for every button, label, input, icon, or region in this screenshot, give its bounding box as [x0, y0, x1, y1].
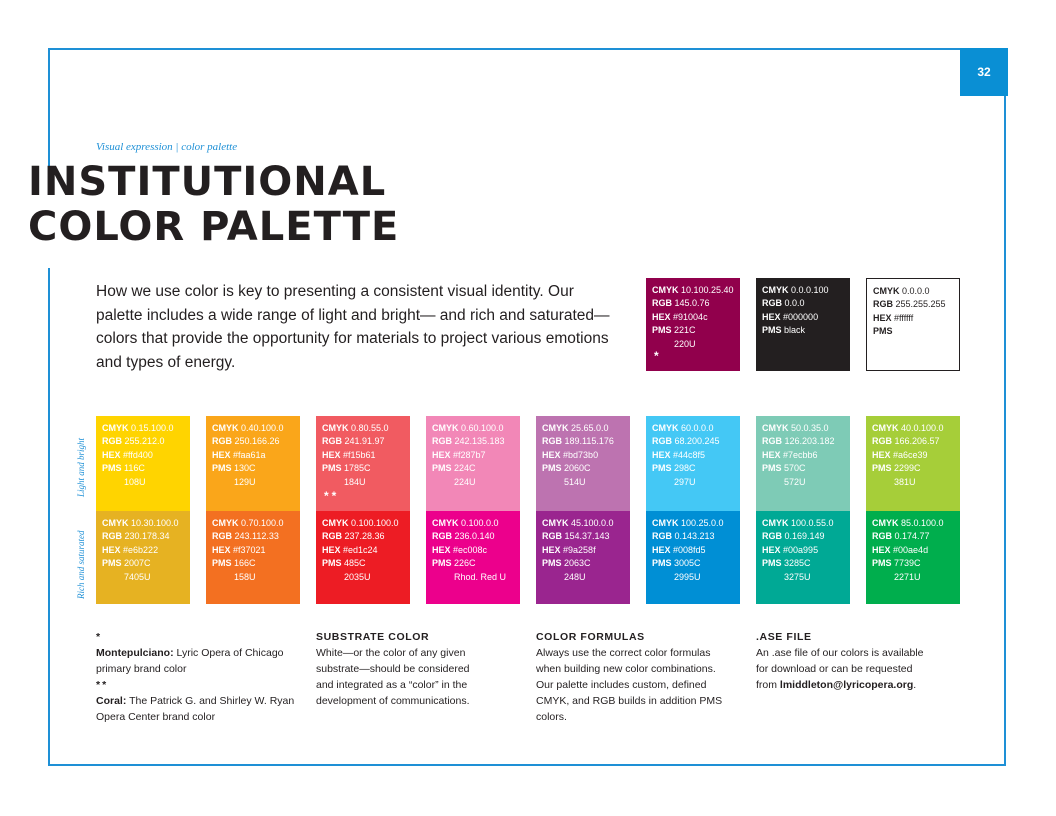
swatch-pms-label: PMS [102, 463, 122, 474]
intro-paragraph: How we use color is key to presenting a consistent visual identity. Our palette includes a wide range of light and bright— and rich and saturated—colors that provide the opportunity for materials to project various emotions and types of energy. [96, 283, 610, 371]
light-swatch [866, 416, 960, 511]
ase-end: . [913, 679, 917, 691]
swatch-cmyk-line [432, 422, 520, 435]
swatch-cmyk-line [212, 422, 300, 435]
page-number: 32 [960, 48, 1008, 96]
swatch-hex-label: HEX [322, 449, 341, 460]
swatch-cmyk-line [652, 517, 740, 530]
swatch-rgb-value: 0.143.213 [674, 531, 715, 542]
swatch-pms-label: PMS [652, 325, 672, 336]
swatch-rgb-value: 255.212.0 [124, 436, 165, 447]
swatch-pms-uncoated: 2271U [894, 571, 921, 582]
swatch-pms-line [872, 462, 960, 475]
swatch-rgb-value: 236.0.140 [454, 531, 495, 542]
swatch-cmyk-line [652, 284, 740, 297]
swatch-rgb-value: 243.112.33 [234, 531, 279, 542]
swatch-pms-line [762, 557, 850, 570]
ase-body [756, 645, 926, 693]
swatch-hex-line [542, 544, 630, 557]
swatch-rgb-line [322, 530, 410, 543]
swatch-hex-value: #bd73b0 [563, 449, 599, 460]
note-coral [96, 693, 301, 725]
swatch-rgb-label: RGB [102, 531, 122, 542]
rich-swatch [756, 511, 850, 604]
swatch-hex-value: #ffffff [894, 312, 914, 323]
swatch-pms-uncoated: 297U [674, 476, 696, 487]
swatch-rgb-line [102, 435, 190, 448]
swatch-cmyk-label: CMYK [212, 423, 239, 433]
swatch-hex-value: #00a995 [783, 544, 819, 555]
swatch-hex-line [212, 544, 300, 557]
note-mark-2: ** [96, 679, 109, 691]
swatch-hex-label: HEX [432, 449, 451, 460]
swatch-pms-value: 7739C [894, 558, 921, 569]
rich-swatch [316, 511, 410, 604]
swatch-cmyk-value: 100.25.0.0 [681, 518, 724, 528]
swatch-cmyk-label: CMYK [873, 286, 900, 296]
rich-swatch [536, 511, 630, 604]
light-swatch [96, 416, 190, 511]
swatch-hex-value: #ffd400 [123, 449, 153, 460]
swatch-pms-value: 130C [234, 463, 256, 474]
swatch-pms-uncoated: 184U [344, 476, 366, 487]
swatch-pms-value: 2299C [894, 463, 921, 474]
swatch-cmyk-label: CMYK [542, 518, 569, 528]
swatch-pms-label: PMS [212, 463, 232, 474]
note-montepulciano [96, 645, 301, 677]
swatch-cmyk-label: CMYK [872, 423, 899, 433]
swatch-cmyk-label: CMYK [322, 423, 349, 433]
swatch-pms-value: 2007C [124, 558, 151, 569]
swatch-pms-line [762, 324, 850, 337]
row-label-rich: Rich and saturated [76, 530, 86, 599]
swatch-hex-value: #faa61a [233, 449, 266, 460]
swatch-cmyk-label: CMYK [652, 518, 679, 528]
note-desc-2: The Patrick G. and Shirley W. Ryan Opera Center brand color [96, 695, 295, 723]
swatch-pms-line [322, 462, 410, 475]
swatch-cmyk-line [652, 422, 740, 435]
swatch-pms-uncoated: Rhod. Red U [454, 571, 507, 582]
swatch-cmyk-label: CMYK [212, 518, 239, 528]
swatch-pms-uncoated: 514U [564, 476, 586, 487]
swatch-hex-label: HEX [762, 311, 781, 322]
rich-swatch [866, 511, 960, 604]
swatch-cmyk-line [432, 517, 520, 530]
swatch-mark: * [654, 349, 662, 363]
swatch-cmyk-line [322, 517, 410, 530]
rich-swatch [206, 511, 300, 604]
swatch-pms-label: PMS [322, 463, 342, 474]
swatch-pms-line [652, 324, 740, 337]
brand-notes [96, 629, 301, 725]
swatch-cmyk-line [102, 422, 190, 435]
swatch-pms-uncoated: 220U [674, 338, 696, 349]
swatch-cmyk-label: CMYK [652, 423, 679, 433]
swatch-hex-line [432, 449, 520, 462]
swatch-pms-value: black [784, 325, 806, 336]
swatch-cmyk-value: 10.100.25.40 [681, 285, 734, 295]
swatch-rgb-label: RGB [652, 436, 672, 447]
swatch-pms-value: 221C [674, 325, 696, 336]
swatch-pms-line [762, 462, 850, 475]
swatch-cmyk-value: 85.0.100.0 [901, 518, 944, 528]
swatch-pms-label: PMS [762, 558, 782, 569]
primary-swatch [756, 278, 850, 371]
light-swatch [646, 416, 740, 511]
swatch-hex-label: HEX [102, 544, 121, 555]
ase-email-link[interactable]: lmiddleton@lyricopera.org [779, 679, 914, 691]
swatch-hex-value: #f15b61 [343, 449, 376, 460]
swatch-cmyk-line [322, 422, 410, 435]
swatch-hex-value: #44c8f5 [673, 449, 706, 460]
swatch-hex-value: #ed1c24 [343, 544, 378, 555]
swatch-pms-value: 570C [784, 463, 806, 474]
swatch-cmyk-line [212, 517, 300, 530]
swatch-pms-line [542, 462, 630, 475]
swatch-hex-label: HEX [212, 449, 231, 460]
swatch-rgb-value: 230.178.34 [124, 531, 170, 542]
swatch-hex-label: HEX [432, 544, 451, 555]
swatch-cmyk-line [762, 284, 850, 297]
swatch-rgb-label: RGB [212, 436, 232, 447]
swatch-rgb-value: 0.0.0 [784, 298, 805, 309]
swatch-rgb-line [652, 435, 740, 448]
swatch-rgb-label: RGB [872, 531, 892, 542]
swatch-hex-value: #e6b222 [123, 544, 159, 555]
swatch-cmyk-label: CMYK [762, 423, 789, 433]
swatch-rgb-value: 0.169.149 [784, 531, 825, 542]
rich-swatch [426, 511, 520, 604]
swatch-hex-line [762, 449, 850, 462]
swatch-hex-line [102, 544, 190, 557]
light-swatch [756, 416, 850, 511]
swatch-pms-uncoated: 572U [784, 476, 806, 487]
swatch-hex-line [542, 449, 630, 462]
swatch-pms-label: PMS [212, 558, 232, 569]
swatch-pms-value: 485C [344, 558, 366, 569]
swatch-rgb-label: RGB [322, 531, 342, 542]
title-line-1: INSTITUTIONAL [28, 159, 387, 205]
swatch-pms-value: 166C [234, 558, 256, 569]
primary-swatch [866, 278, 960, 371]
swatch-pms-label: PMS [102, 558, 122, 569]
swatch-hex-value: #7ecbb6 [783, 449, 818, 460]
swatch-rgb-value: 154.37.143 [564, 531, 610, 542]
swatch-pms-uncoated: 7405U [124, 571, 151, 582]
rich-swatch [646, 511, 740, 604]
swatch-hex-label: HEX [762, 449, 781, 460]
swatch-rgb-value: 68.200.245 [674, 436, 720, 447]
swatch-rgb-line [652, 530, 740, 543]
swatch-rgb-value: 126.203.182 [784, 436, 835, 447]
swatch-rgb-line [873, 298, 959, 311]
swatch-pms-label: PMS [872, 558, 892, 569]
swatch-pms-label: PMS [873, 326, 893, 337]
swatch-cmyk-label: CMYK [102, 518, 129, 528]
swatch-rgb-line [762, 297, 850, 310]
swatch-hex-label: HEX [212, 544, 231, 555]
swatch-cmyk-label: CMYK [762, 285, 789, 295]
swatch-pms-uncoated: 2995U [674, 571, 701, 582]
swatch-pms-uncoated: 158U [234, 571, 256, 582]
swatch-hex-line [322, 449, 410, 462]
swatch-rgb-label: RGB [652, 531, 672, 542]
swatch-rgb-line [872, 435, 960, 448]
swatch-hex-value: #ec008c [453, 544, 488, 555]
swatch-hex-line [432, 544, 520, 557]
swatch-pms-line [652, 557, 740, 570]
swatch-rgb-label: RGB [102, 436, 122, 447]
swatch-pms-uncoated: 224U [454, 476, 476, 487]
swatch-hex-value: #f37021 [233, 544, 266, 555]
swatch-pms-value: 3005C [674, 558, 701, 569]
light-swatch [426, 416, 520, 511]
swatch-cmyk-value: 40.0.100.0 [901, 423, 944, 433]
swatch-pms-value: 2063C [564, 558, 591, 569]
swatch-pms-value: 226C [454, 558, 476, 569]
swatch-hex-label: HEX [873, 312, 892, 323]
swatch-pms-line [322, 557, 410, 570]
swatch-pms-line [872, 557, 960, 570]
light-swatch [316, 416, 410, 511]
title-line-2: COLOR PALETTE [28, 204, 400, 250]
swatch-pms-value: 298C [674, 463, 696, 474]
swatch-rgb-label: RGB [432, 531, 452, 542]
swatch-hex-value: #a6ce39 [893, 449, 928, 460]
swatch-rgb-line [542, 530, 630, 543]
swatch-pms-label: PMS [872, 463, 892, 474]
swatch-pms-uncoated: 129U [234, 476, 256, 487]
light-swatch [536, 416, 630, 511]
swatch-pms-label: PMS [432, 558, 452, 569]
swatch-rgb-value: 250.166.26 [234, 436, 280, 447]
swatch-rgb-line [652, 297, 740, 310]
swatch-pms-value: 224C [454, 463, 476, 474]
swatch-hex-value: #9a258f [563, 544, 596, 555]
swatch-hex-label: HEX [542, 449, 561, 460]
primary-swatch [646, 278, 740, 371]
swatch-cmyk-value: 25.65.0.0 [571, 423, 609, 433]
formulas-note [536, 629, 734, 725]
swatch-cmyk-line [542, 422, 630, 435]
swatch-cmyk-line [762, 422, 850, 435]
swatch-pms-label: PMS [542, 558, 562, 569]
swatch-rgb-line [432, 435, 520, 448]
swatch-rgb-value: 0.174.77 [894, 531, 930, 542]
swatch-pms-value: 2060C [564, 463, 591, 474]
swatch-hex-line [762, 544, 850, 557]
formulas-heading: COLOR FORMULAS [536, 631, 645, 643]
swatch-rgb-line [322, 435, 410, 448]
swatch-cmyk-label: CMYK [652, 285, 679, 295]
note-name-1: Montepulciano: [96, 647, 174, 659]
swatch-rgb-label: RGB [873, 299, 893, 310]
swatch-hex-line [322, 544, 410, 557]
swatch-cmyk-value: 0.0.0.0 [902, 286, 930, 296]
swatch-cmyk-value: 0.60.100.0 [461, 423, 504, 433]
swatch-pms-uncoated: 3275U [784, 571, 811, 582]
swatch-cmyk-label: CMYK [542, 423, 569, 433]
swatch-hex-label: HEX [872, 449, 891, 460]
note-mark-1: * [96, 631, 101, 643]
ase-heading: .ASE FILE [756, 631, 812, 643]
swatch-cmyk-value: 60.0.0.0 [681, 423, 714, 433]
swatch-cmyk-label: CMYK [432, 423, 459, 433]
swatch-hex-line [652, 449, 740, 462]
swatch-cmyk-value: 50.0.35.0 [791, 423, 829, 433]
swatch-cmyk-line [102, 517, 190, 530]
swatch-pms-line [432, 462, 520, 475]
swatch-hex-line [873, 312, 959, 325]
swatch-rgb-line [542, 435, 630, 448]
swatch-pms-value: 1785C [344, 463, 371, 474]
formulas-body: Always use the correct color formulas when building new color combinations. Our palette includes custom, defined CMYK, and RGB builds in addition PMS colors. [536, 647, 723, 723]
ase-text: An .ase file of our colors is available for download or can be requested from [756, 647, 924, 691]
light-swatch [206, 416, 300, 511]
swatch-hex-line [762, 311, 850, 324]
swatch-hex-line [212, 449, 300, 462]
swatch-cmyk-label: CMYK [762, 518, 789, 528]
swatch-rgb-line [762, 530, 850, 543]
swatch-hex-label: HEX [102, 449, 121, 460]
swatch-rgb-value: 241.91.97 [344, 436, 385, 447]
swatch-pms-line [652, 462, 740, 475]
swatch-pms-label: PMS [652, 558, 672, 569]
swatch-pms-line [432, 557, 520, 570]
rich-swatch [96, 511, 190, 604]
swatch-pms-line [212, 462, 300, 475]
swatch-hex-label: HEX [652, 449, 671, 460]
swatch-rgb-label: RGB [872, 436, 892, 447]
swatch-hex-label: HEX [322, 544, 341, 555]
swatch-pms-label: PMS [652, 463, 672, 474]
swatch-pms-value: 116C [124, 463, 145, 474]
swatch-cmyk-value: 10.30.100.0 [131, 518, 179, 528]
swatch-hex-label: HEX [872, 544, 891, 555]
swatch-cmyk-value: 0.40.100.0 [241, 423, 284, 433]
swatch-hex-value: #00ae4d [893, 544, 929, 555]
swatch-cmyk-label: CMYK [432, 518, 459, 528]
swatch-rgb-label: RGB [322, 436, 342, 447]
swatch-pms-line [102, 557, 190, 570]
swatch-rgb-line [432, 530, 520, 543]
swatch-hex-label: HEX [542, 544, 561, 555]
swatch-pms-uncoated: 108U [124, 476, 146, 487]
swatch-cmyk-value: 0.80.55.0 [351, 423, 389, 433]
swatch-rgb-label: RGB [762, 531, 782, 542]
swatch-rgb-label: RGB [542, 436, 562, 447]
swatch-rgb-value: 189.115.176 [564, 436, 614, 447]
swatch-rgb-label: RGB [652, 298, 672, 309]
swatch-rgb-label: RGB [432, 436, 452, 447]
swatch-cmyk-value: 0.100.100.0 [351, 518, 399, 528]
swatch-pms-value: 3285C [784, 558, 811, 569]
swatch-mark: ** [324, 489, 340, 503]
swatch-cmyk-label: CMYK [322, 518, 349, 528]
swatch-rgb-value: 145.0.76 [674, 298, 710, 309]
swatch-pms-label: PMS [762, 463, 782, 474]
swatch-pms-label: PMS [542, 463, 562, 474]
swatch-hex-line [102, 449, 190, 462]
swatch-cmyk-value: 0.70.100.0 [241, 518, 284, 528]
swatch-cmyk-line [872, 422, 960, 435]
swatch-pms-uncoated: 381U [894, 476, 916, 487]
swatch-cmyk-line [762, 517, 850, 530]
swatch-hex-label: HEX [762, 544, 781, 555]
swatch-pms-label: PMS [432, 463, 452, 474]
swatch-rgb-label: RGB [542, 531, 562, 542]
swatch-pms-line [873, 325, 959, 338]
swatch-rgb-line [212, 435, 300, 448]
swatch-hex-line [652, 311, 740, 324]
swatch-cmyk-value: 100.0.55.0 [791, 518, 834, 528]
swatch-hex-value: #f287b7 [453, 449, 486, 460]
note-name-2: Coral: [96, 695, 127, 707]
swatch-hex-line [652, 544, 740, 557]
substrate-heading: SUBSTRATE COLOR [316, 631, 430, 643]
swatch-cmyk-value: 0.0.0.100 [791, 285, 829, 295]
swatch-hex-value: #008fd5 [673, 544, 706, 555]
swatch-cmyk-line [873, 285, 959, 298]
page-title [28, 160, 399, 250]
swatch-rgb-label: RGB [762, 298, 782, 309]
swatch-rgb-line [102, 530, 190, 543]
note-desc-1: Lyric Opera of Chicago primary brand color [96, 647, 284, 675]
swatch-pms-line [212, 557, 300, 570]
swatch-cmyk-value: 0.100.0.0 [461, 518, 499, 528]
swatch-cmyk-label: CMYK [872, 518, 899, 528]
swatch-rgb-line [762, 435, 850, 448]
swatch-cmyk-line [542, 517, 630, 530]
swatch-pms-line [102, 462, 190, 475]
swatch-hex-value: #91004c [673, 311, 708, 322]
section-label: Visual expression | color palette [96, 141, 238, 153]
swatch-hex-label: HEX [652, 544, 671, 555]
ase-note [756, 629, 926, 693]
swatch-rgb-line [212, 530, 300, 543]
swatch-rgb-value: 242.135.183 [454, 436, 505, 447]
swatch-rgb-value: 237.28.36 [344, 531, 385, 542]
swatch-cmyk-label: CMYK [102, 423, 129, 433]
swatch-pms-uncoated: 248U [564, 571, 586, 582]
swatch-rgb-value: 255.255.255 [895, 299, 946, 310]
row-label-light: Light and bright [76, 437, 86, 497]
substrate-note [316, 629, 488, 709]
swatch-pms-label: PMS [322, 558, 342, 569]
swatch-hex-line [872, 449, 960, 462]
swatch-cmyk-value: 45.100.0.0 [571, 518, 614, 528]
swatch-cmyk-value: 0.15.100.0 [131, 423, 174, 433]
swatch-pms-uncoated: 2035U [344, 571, 371, 582]
swatch-rgb-value: 166.206.57 [894, 436, 940, 447]
substrate-body: White—or the color of any given substrate—should be considered and integrated as a “color” in the development of communications. [316, 647, 470, 707]
swatch-rgb-line [872, 530, 960, 543]
swatch-pms-line [542, 557, 630, 570]
swatch-rgb-label: RGB [762, 436, 782, 447]
swatch-cmyk-line [872, 517, 960, 530]
swatch-pms-label: PMS [762, 325, 782, 336]
swatch-rgb-label: RGB [212, 531, 232, 542]
swatch-hex-line [872, 544, 960, 557]
swatch-hex-value: #000000 [783, 311, 819, 322]
swatch-hex-label: HEX [652, 311, 671, 322]
